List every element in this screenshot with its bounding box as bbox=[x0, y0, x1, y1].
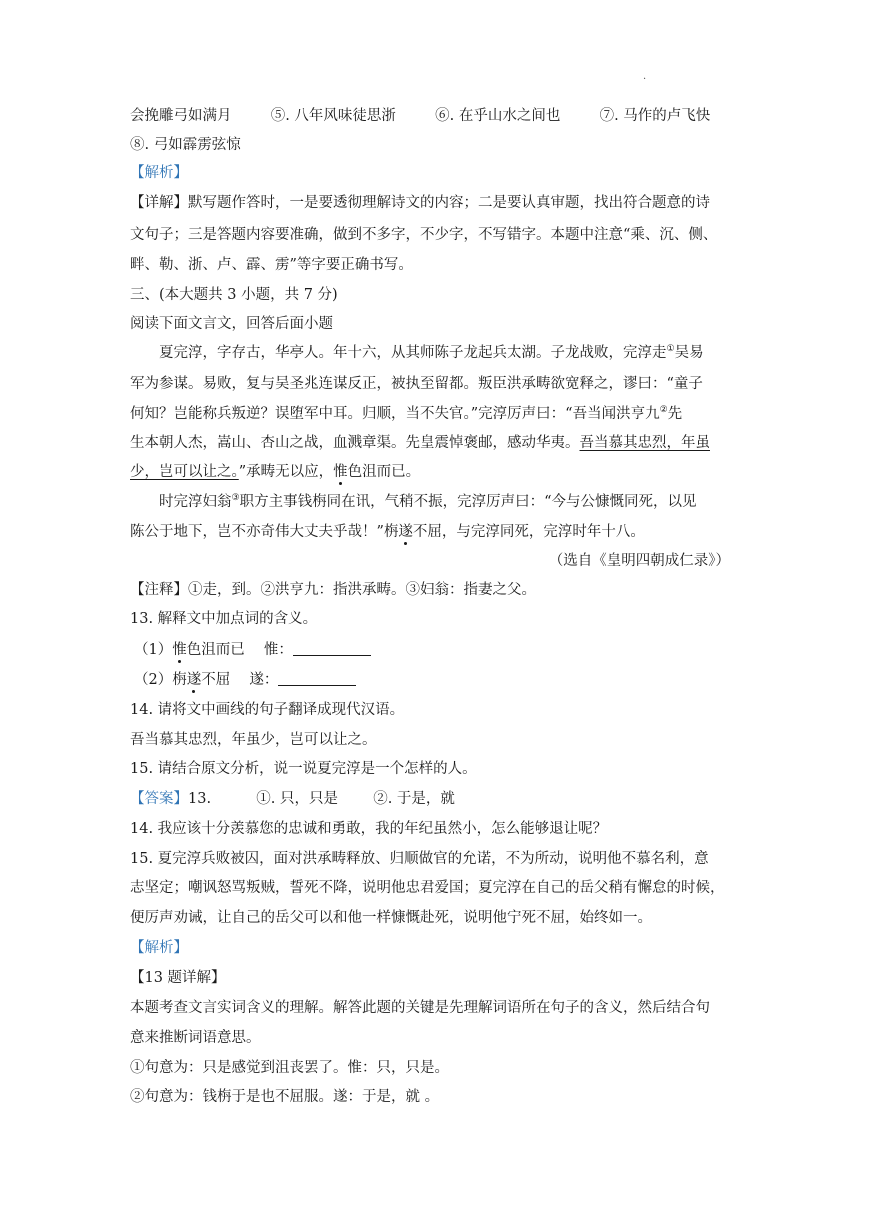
detail-13-heading: 【13 题详解】 bbox=[130, 970, 226, 986]
passage-line: 军为参谋。易败，复与吴圣兆连谋反正，被执至留都。叛臣洪承畴欲宽释之，谬曰：“童子 bbox=[130, 376, 703, 392]
analysis-heading: 【解析】 bbox=[130, 940, 188, 956]
passage-line: 少，岂可以让之。”承畴无以应，惟色沮而已。 bbox=[130, 464, 421, 480]
analysis-heading: 【解析】 bbox=[130, 165, 188, 181]
dictation-answers-row-1 bbox=[130, 106, 710, 126]
question-13-2: （2）栴遂不屈 遂： bbox=[134, 670, 356, 690]
question-13-1: （1）惟色沮而已 惟： bbox=[134, 640, 371, 660]
answer-15-line: 志坚定；嘲讽怒骂叛贼，誓死不降，说明他忠君爱国；夏完淳在自己的岳父稍有懈怠的时候， bbox=[130, 880, 725, 896]
question-15: 15. 请结合原文分析，说一说夏完淳是一个怎样的人。 bbox=[130, 761, 477, 777]
detail-13-line: 本题考查文言实词含义的理解。解答此题的关键是先理解词语所在句子的含义，然后结合句 bbox=[130, 1000, 710, 1016]
detail-text-line: 畔、勒、浙、卢、霹、雳”等字要正确书写。 bbox=[130, 257, 413, 273]
answer-6: ⑥. 在乎山水之间也 bbox=[435, 108, 561, 124]
section-heading: 三、(本大题共 3 小题，共 7 分) bbox=[130, 287, 338, 303]
dotted-word: 惟 bbox=[333, 464, 348, 480]
answer-15-line: 15. 夏完淳兵败被囚，面对洪承畴释放、归顺做官的允诺，不为所动，说明他不慕名利，意 bbox=[130, 851, 709, 867]
answer-14: 14. 我应该十分羡慕您的忠诚和勇敢，我的年纪虽然小，怎么能够退让呢？ bbox=[130, 821, 608, 837]
passage-source: （选自《皇明四朝成仁录》） bbox=[548, 553, 730, 569]
answer-4: 会挽雕弓如满月 bbox=[130, 108, 232, 124]
passage-line: 何知？岂能称兵叛逆？误堕军中耳。归顺，当不失官。”完淳厉声曰：“吾当闻洪亨九②先 bbox=[130, 405, 683, 422]
question-14: 14. 请将文中画线的句子翻译成现代汉语。 bbox=[130, 702, 405, 718]
dotted-word: 遂 bbox=[186, 672, 202, 688]
detail-13-line: ②句意为：钱栴于是也不屈服。遂：于是，就 。 bbox=[130, 1089, 440, 1105]
answer-row: 【答案】13. ①. 只，只是 ②. 于是，就 bbox=[130, 791, 455, 807]
page-mark: · bbox=[643, 74, 647, 85]
answer-heading: 【答案】 bbox=[130, 791, 188, 807]
detail-13-line: 意来推断词语意思。 bbox=[130, 1030, 261, 1046]
underlined-sentence: 吾当慕其忠烈，年虽 bbox=[579, 435, 710, 451]
dotted-word: 遂 bbox=[398, 524, 413, 540]
passage-line: 夏完淳，字存古，华亭人。年十六，从其师陈子龙起兵太湖。子龙战败，完淳走①吴易 bbox=[159, 344, 704, 361]
answer-blank[interactable] bbox=[278, 671, 356, 686]
notes: 【注释】①走，到。②洪亨九：指洪承畴。③妇翁：指妻之父。 bbox=[130, 582, 536, 598]
detail-13-line: ①句意为：只是感觉到沮丧罢了。惟：只，只是。 bbox=[130, 1060, 449, 1076]
question-13: 13. 解释文中加点词的含义。 bbox=[130, 611, 318, 627]
passage-line: 时完淳妇翁③职方主事钱栴同在讯，气稍不振，完淳厉声曰：“今与公慷慨同死，以见 bbox=[159, 493, 697, 510]
underlined-sentence: 少，岂可以让之。 bbox=[130, 464, 239, 480]
instruction: 阅读下面文言文，回答后面小题 bbox=[130, 316, 333, 332]
answer-blank[interactable] bbox=[293, 641, 371, 656]
detail-text-line: 【详解】默写题作答时，一是要透彻理解诗文的内容；二是要认真审题，找出符合题意的诗 bbox=[130, 195, 710, 211]
dotted-word: 惟 bbox=[172, 642, 187, 658]
question-14-sentence: 吾当慕其忠烈，年虽少，岂可以让之。 bbox=[130, 732, 377, 748]
detail-text-line: 文句子；三是答题内容要准确，做到不多字，不少字，不写错字。本题中注意“乘、沉、侧、 bbox=[130, 227, 718, 243]
answer-5: ⑤. 八年风味徒思浙 bbox=[270, 108, 396, 124]
passage-line: 陈公于地下，岂不亦奇伟大丈夫乎哉！”栴遂不屈，与完淳同死，完淳时年十八。 bbox=[130, 524, 645, 540]
answer-8: ⑧. 弓如霹雳弦惊 bbox=[130, 137, 241, 153]
passage-line: 生本朝人杰，嵩山、杏山之战，血溅章渠。先皇震悼褒邮，感动华夷。吾当慕其忠烈，年虽 bbox=[130, 435, 710, 451]
answer-15-line: 便厉声劝诫，让自己的岳父可以和他一样慷慨赴死，说明他宁死不屈，始终如一。 bbox=[130, 910, 652, 926]
answer-7: ⑦. 马作的卢飞快 bbox=[599, 108, 711, 124]
